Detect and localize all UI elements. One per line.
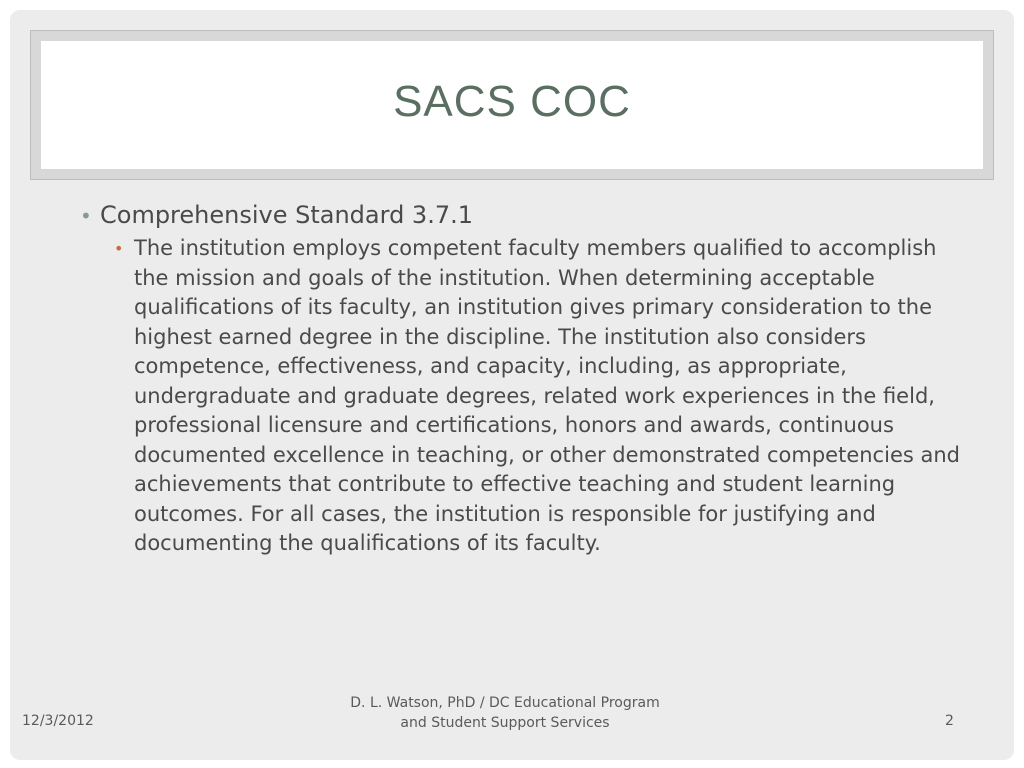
bullet-level-1-text: Comprehensive Standard 3.7.1 <box>100 201 473 229</box>
bullet-level-2-text: The institution employs competent faculty members qualified to accomplish the mission and goals of the institution. When determining acceptable qualifications of its faculty, an institution gives primary consideration to the highest earned degree in the discipline. The institution also considers competence, effectiveness, and capacity, including, as appropriate, undergraduate and graduate degrees, related work experiences in the field, professional licensure and certifications, honors and awards, continuous documented excellence in teaching, or other demonstrated competencies and achievements that contribute to effective teaching and student learning outcomes. For all cases, the institution is responsible for justifying and documenting the qualifications of its faculty. <box>134 236 960 555</box>
footer-page-number: 2 <box>945 713 954 729</box>
footer-date: 12/3/2012 <box>22 713 94 729</box>
bullet-dot-icon: • <box>80 204 92 228</box>
bullet-level-1 <box>80 198 970 232</box>
title-box <box>41 41 983 169</box>
slide-title: SACS COC <box>393 77 631 126</box>
slide <box>10 10 1014 760</box>
bullet-level-2 <box>114 234 970 559</box>
slide-content <box>80 198 970 559</box>
bullet-dot-icon: • <box>114 239 124 258</box>
title-frame <box>30 30 994 180</box>
footer-presenter: D. L. Watson, PhD / DC Educational Program and Student Support Services <box>350 695 660 731</box>
